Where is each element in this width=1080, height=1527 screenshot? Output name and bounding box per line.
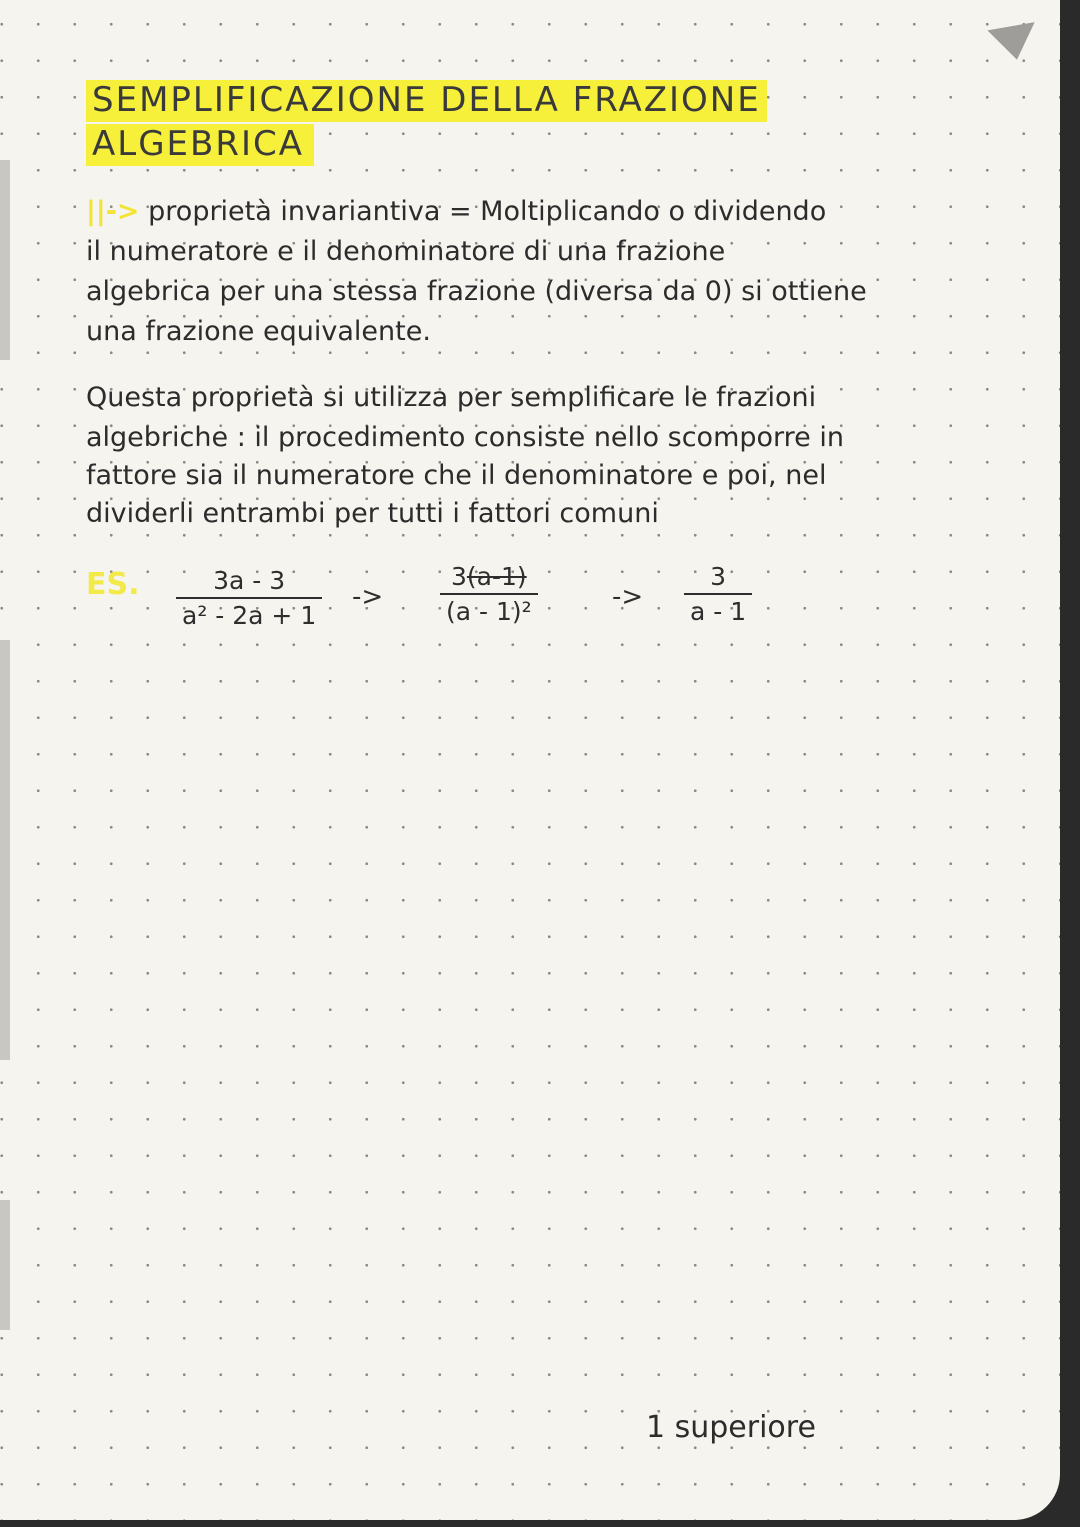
fraction-numerator: 3(a-1)	[451, 562, 527, 591]
definition-line-4: una frazione equivalente.	[86, 316, 431, 347]
fraction-numerator: 3	[710, 562, 727, 591]
definition-marker: ||->	[86, 196, 140, 227]
arrow-icon: ->	[352, 582, 384, 612]
paragraph-line-2: algebriche : il procedimento consiste nello scomporre in	[86, 422, 844, 453]
fraction-denominator: a² - 2a + 1	[182, 601, 317, 630]
fraction-simplified	[684, 562, 752, 626]
cancelled-factor: (a-1)	[466, 562, 527, 591]
binding-edge	[0, 640, 10, 1060]
definition-line-1: ||-> proprietà invariantiva = Moltiplicando o dividendo	[86, 196, 827, 227]
paragraph-line-1: Questa proprietà si utilizza per semplificare le frazioni	[86, 382, 817, 413]
paragraph-line-3: fattore sia il numeratore che il denominatore e poi, nel	[86, 460, 827, 491]
binding-edge	[0, 1200, 10, 1330]
title-line-1: SEMPLIFICAZIONE DELLA FRAZIONE	[86, 80, 767, 120]
footer-note: 1 superiore	[646, 1410, 816, 1445]
fraction-denominator: a - 1	[690, 597, 747, 626]
definition-line-2: il numeratore e il denominatore di una frazione	[86, 236, 726, 267]
paragraph-line-4: dividerli entrambi per tutti i fattori comuni	[86, 498, 659, 529]
fraction-numerator: 3a - 3	[213, 566, 286, 595]
example-label: ES.	[86, 567, 140, 602]
definition-line-3: algebrica per una stessa frazione (diversa da 0) si ottiene	[86, 276, 867, 307]
arrow-icon: ->	[612, 582, 644, 612]
title-line-2: ALGEBRICA	[86, 124, 314, 164]
fraction-denominator: (a - 1)²	[446, 597, 532, 626]
fraction-factored	[440, 562, 538, 626]
fraction-original	[176, 566, 322, 630]
page-corner-icon	[987, 22, 1040, 64]
binding-edge	[0, 160, 10, 360]
